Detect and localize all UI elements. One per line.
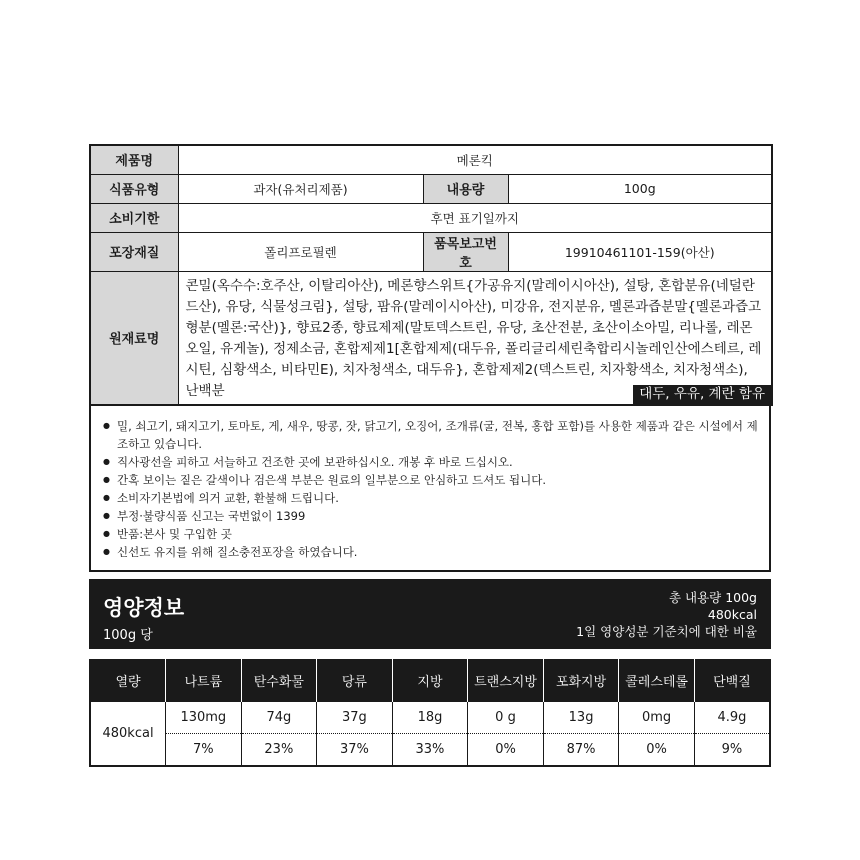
allergen-badge: 대두, 우유, 계란 함유 bbox=[633, 385, 771, 404]
nutrient-header: 당류 bbox=[317, 659, 393, 702]
report-no-label: 품목보고번호 bbox=[423, 232, 508, 271]
nutrition-per: 100g 당 bbox=[103, 627, 153, 643]
notes-list bbox=[103, 417, 759, 561]
nutrient-header: 단백질 bbox=[694, 659, 770, 702]
packaging-label: 포장재질 bbox=[90, 232, 178, 271]
nutrient-percent: 7% bbox=[166, 734, 242, 766]
report-no-value: 19910461101-159(아산) bbox=[508, 232, 772, 271]
nutrient-percent: 33% bbox=[392, 734, 468, 766]
nutrient-percent: 37% bbox=[317, 734, 393, 766]
nutrient-amount: 18g bbox=[392, 702, 468, 734]
note-item: ● 반품:본사 및 구입한 곳 bbox=[103, 525, 759, 543]
food-label bbox=[89, 144, 771, 767]
nutrient-header: 트랜스지방 bbox=[468, 659, 544, 702]
expiry-value: 후면 표기일까지 bbox=[178, 203, 772, 232]
note-item: ● 직사광선을 피하고 서늘하고 건조한 곳에 보관하십시오. 개봉 후 바로 드십시오. bbox=[103, 453, 759, 471]
nutrient-percent: 87% bbox=[543, 734, 619, 766]
nutrient-header: 나트륨 bbox=[166, 659, 242, 702]
nutrient-amount: 13g bbox=[543, 702, 619, 734]
note-item: ● 신선도 유지를 위해 질소충전포장을 하였습니다. bbox=[103, 543, 759, 561]
nutrient-amount: 37g bbox=[317, 702, 393, 734]
nutrient-amount: 74g bbox=[241, 702, 317, 734]
nutrient-amount: 4.9g bbox=[694, 702, 770, 734]
nutrition-title: 영양정보 bbox=[103, 595, 185, 620]
nutrient-header: 탄수화물 bbox=[241, 659, 317, 702]
nutrition-percent-row bbox=[90, 734, 770, 766]
notes-box bbox=[89, 406, 771, 572]
nutrient-amount: 130mg bbox=[166, 702, 242, 734]
expiry-label: 소비기한 bbox=[90, 203, 178, 232]
row-packaging bbox=[90, 232, 772, 271]
note-item: ● 부정·불량식품 신고는 국번없이 1399 bbox=[103, 507, 759, 525]
volume-value: 100g bbox=[508, 174, 772, 203]
product-name-label: 제품명 bbox=[90, 145, 178, 174]
note-item: ● 간혹 보이는 짙은 갈색이나 검은색 부분은 원료의 일부분으로 안심하고 드셔도 됩니다. bbox=[103, 471, 759, 489]
nutrient-percent: 0% bbox=[619, 734, 695, 766]
row-expiry bbox=[90, 203, 772, 232]
food-type-label: 식품유형 bbox=[90, 174, 178, 203]
packaging-value: 폴리프로필렌 bbox=[178, 232, 423, 271]
nutrient-header: 콜레스테롤 bbox=[619, 659, 695, 702]
nutrition-amount-row bbox=[90, 702, 770, 734]
nutrition-header bbox=[89, 579, 771, 649]
row-product-name bbox=[90, 145, 772, 174]
nutrient-amount: 0 g bbox=[468, 702, 544, 734]
nutrition-summary bbox=[576, 589, 757, 640]
food-type-value: 과자(유처리제품) bbox=[178, 174, 423, 203]
row-ingredients bbox=[90, 271, 772, 405]
ingredients-label: 원재료명 bbox=[90, 271, 178, 405]
nutrient-percent: 0% bbox=[468, 734, 544, 766]
nutrition-table bbox=[89, 659, 771, 767]
energy-value: 480kcal bbox=[102, 725, 154, 741]
ingredients-cell bbox=[178, 271, 772, 405]
product-name-value: 메론킥 bbox=[178, 145, 772, 174]
product-info-table bbox=[89, 144, 773, 406]
ingredients-text: 콘밀(옥수수:호주산, 이탈리아산), 메론향스위트{가공유지(말레이시아산), 설탕, 혼합분유(네덜란드산), 유당, 식물성크림}, 설탕, 팜유(말레이시아산), 미강유, 전지분유, 멜론과즙분말{멜론과즙고형분(멜론:국산)}, 향료2종, 향료제제(말토덱스트린, 유당, 초산전분, 초산이소아밀, 리나롤, 레몬오일, 유게놀), 정제소금, 혼합제제1[혼합제제(대두유, 폴리글리세린축합리시놀레인산에스테르, 레시틴, 심황색소, 비타민E), 치자청색소, 대두유}, 혼합제제2(덱스트린, 치자황색소, 치자청색소), 난백분 bbox=[185, 277, 762, 399]
nutrition-header-row bbox=[90, 659, 770, 702]
nutrient-amount: 0mg bbox=[619, 702, 695, 734]
nutrient-header: 포화지방 bbox=[543, 659, 619, 702]
note-item: ● 밀, 쇠고기, 돼지고기, 토마토, 게, 새우, 땅콩, 잣, 닭고기, 오징어, 조개류(굴, 전복, 홍합 포함)를 사용한 제품과 같은 시설에서 제조하고 있습니다. bbox=[103, 417, 759, 453]
row-food-type bbox=[90, 174, 772, 203]
nutrient-header: 지방 bbox=[392, 659, 468, 702]
nutrition-kcal: 480kcal bbox=[707, 606, 757, 622]
nutrient-percent: 9% bbox=[694, 734, 770, 766]
nutrition-daily-ratio: 1일 영양성분 기준치에 대한 비율 bbox=[576, 623, 757, 639]
note-item: ● 소비자기본법에 의거 교환, 환불해 드립니다. bbox=[103, 489, 759, 507]
nutrient-percent: 23% bbox=[241, 734, 317, 766]
energy-header: 열량 bbox=[90, 659, 166, 702]
volume-label: 내용량 bbox=[423, 174, 508, 203]
nutrition-total: 총 내용량 100g bbox=[668, 589, 757, 605]
